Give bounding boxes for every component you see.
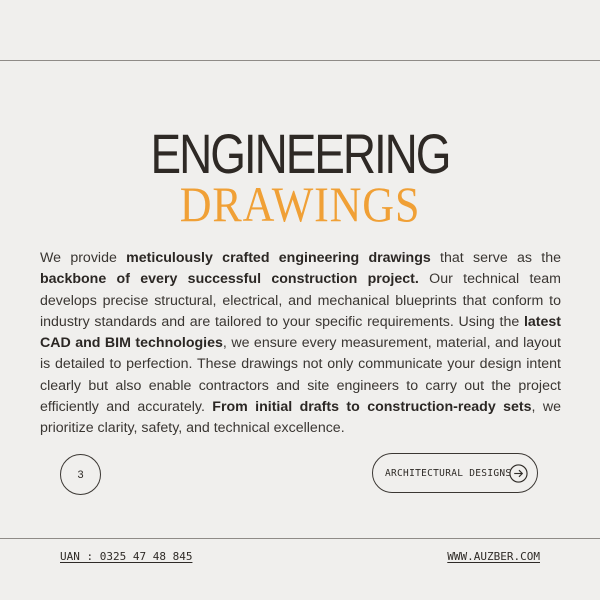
page-title: ENGINEERING (150, 122, 450, 185)
paragraph-text: , we ensure every measurement, material, and layout is detailed to perfection. These drawings not only communicate your design intent clearly but also enable contractors and site engineers to carry out the project efficiently and accurately. (40, 335, 562, 416)
page-number: 3 (77, 468, 84, 481)
paragraph-text: We provide (40, 250, 127, 266)
highlighted-text: latest CAD and BIM technologies (40, 313, 561, 352)
website-link[interactable]: WWW.AUZBER.COM (447, 550, 540, 563)
paragraph-text: , we prioritize clarity, safety, and technical excellence. (40, 399, 561, 437)
button-label: ARCHITECTURAL DESIGNS (385, 467, 512, 479)
page-subtitle: DRAWINGS (179, 176, 421, 232)
top-divider (0, 60, 600, 61)
highlighted-text: From initial drafts to construction-ready sets (212, 399, 532, 416)
architectural-designs-button[interactable] (372, 453, 538, 493)
paragraph-text: Our technical team develops precise structural, electrical, and mechanical blueprints that conform to industry standards and are tailored to your specific requirements. Using the (40, 271, 561, 330)
highlighted-text: meticulously crafted engineering drawings (126, 250, 431, 266)
highlighted-text: backbone of every successful construction project. (40, 271, 419, 288)
phone-link[interactable]: UAN : 0325 47 48 845 (60, 550, 193, 563)
bottom-divider (0, 538, 600, 539)
arrow-right-circle-icon (509, 464, 528, 483)
description-paragraph (40, 248, 561, 440)
page-number-badge (60, 454, 101, 495)
paragraph-text: that serve as the (430, 250, 561, 266)
